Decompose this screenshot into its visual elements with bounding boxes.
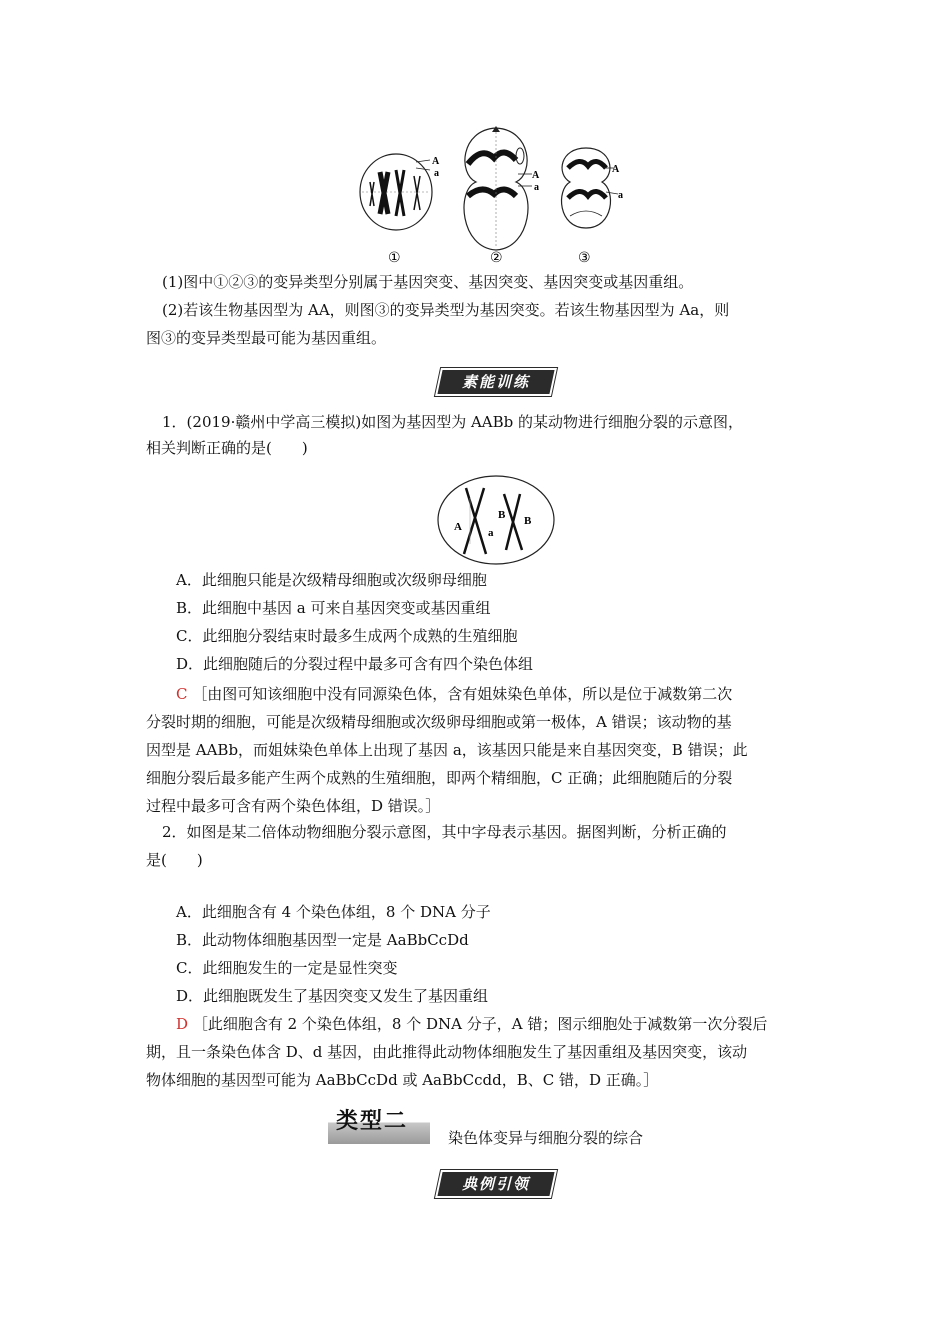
label-A: A	[612, 164, 620, 175]
q2-explanation-line-2: 期，且一条染色体含 D、d 基因，由此推得此动物体细胞发生了基因重组及基因突变，该动	[146, 1043, 748, 1061]
q2-answer: D	[176, 1015, 189, 1033]
q2-option-c: C．此细胞发生的一定是显性突变	[176, 959, 398, 977]
section-tag: 类型二	[336, 1109, 409, 1134]
figure-number-1: ①	[388, 250, 401, 264]
label-A: A	[454, 521, 462, 533]
q2-explanation-line-3: 物体细胞的基因型可能为 AaBbCcDd 或 AaBbCcdd，B、C 错，D 正确。］	[146, 1071, 659, 1089]
q2-stem-line-1: 2．如图是某二倍体动物细胞分裂示意图，其中字母表示基因。据图判断，分析正确的	[162, 823, 727, 841]
q1-explanation-line-3: 因型是 AABb，而姐妹染色单体上出现了基因 a，该基因只能是来自基因突变，B 错误；此	[146, 741, 748, 759]
cell-1-diagram	[360, 154, 432, 230]
figure-number-3: ③	[578, 250, 591, 264]
q1-stem-line-2: 相关判断正确的是( )	[146, 439, 308, 457]
label-a: a	[488, 527, 494, 539]
label-a: a	[618, 190, 623, 201]
cell-2-diagram	[464, 126, 532, 250]
section-subtitle: 染色体变异与细胞分裂的综合	[448, 1129, 644, 1147]
label-A: A	[432, 156, 440, 167]
q2-explanation-line-1: D ［此细胞含有 2 个染色体组，8 个 DNA 分子，A 错；图示细胞处于减数第一次分裂后	[176, 1015, 768, 1033]
q1-option-d: D．此细胞随后的分裂过程中最多可含有四个染色体组	[176, 655, 534, 673]
q1-option-a: A．此细胞只能是次级精母细胞或次级卵母细胞	[176, 571, 487, 589]
banner-practice: 素能训练	[435, 368, 557, 396]
intro-line-3: 图③的变异类型最可能为基因重组。	[146, 329, 387, 347]
q1-stem-line-1: 1．(2019·赣州中学高三模拟)如图为基因型为 AABb 的某动物进行细胞分裂的示意图，	[162, 413, 744, 431]
label-B: B	[524, 515, 532, 527]
label-a: a	[434, 168, 439, 179]
q1-answer: C	[176, 685, 188, 703]
q2-option-d: D．此细胞既发生了基因突变又发生了基因重组	[176, 987, 489, 1005]
intro-line-1: (1)图中①②③的变异类型分别属于基因突变、基因突变、基因突变或基因重组。	[162, 273, 694, 291]
label-B: B	[498, 509, 506, 521]
q2-stem-line-2: 是( )	[146, 851, 203, 869]
q1-explanation-line-4: 细胞分裂后最多能产生两个成熟的生殖细胞，即两个精细胞，C 正确；此细胞随后的分裂	[146, 769, 733, 787]
q1-explanation-line-1: C ［由图可知该细胞中没有同源染色体，含有姐妹染色单体，所以是位于减数第二次	[176, 685, 733, 703]
intro-line-2: (2)若该生物基因型为 AA，则图③的变异类型为基因突变。若该生物基因型为 Aa，则	[162, 301, 730, 319]
figure-number-2: ②	[490, 250, 503, 264]
q2-option-a: A．此细胞含有 4 个染色体组，8 个 DNA 分子	[176, 903, 491, 921]
banner-example: 典例引领	[435, 1170, 557, 1198]
q1-cell-figure	[436, 474, 556, 566]
q1-explanation-line-2: 分裂时期的细胞，可能是次级精母细胞或次级卵母细胞或第一极体，A 错误；该动物的基	[146, 713, 732, 731]
q2-option-b: B．此动物体细胞基因型一定是 AaBbCcDd	[176, 931, 469, 949]
q1-option-b: B．此细胞中基因 a 可来自基因突变或基因重组	[176, 599, 491, 617]
label-A: A	[532, 170, 540, 181]
q1-option-c: C．此细胞分裂结束时最多生成两个成熟的生殖细胞	[176, 627, 518, 645]
cell-3-diagram	[562, 148, 618, 228]
cell-division-figure	[356, 124, 636, 264]
label-a: a	[534, 182, 539, 193]
q1-explanation-line-5: 过程中最多可含有两个染色体组，D 错误。］	[146, 797, 441, 815]
